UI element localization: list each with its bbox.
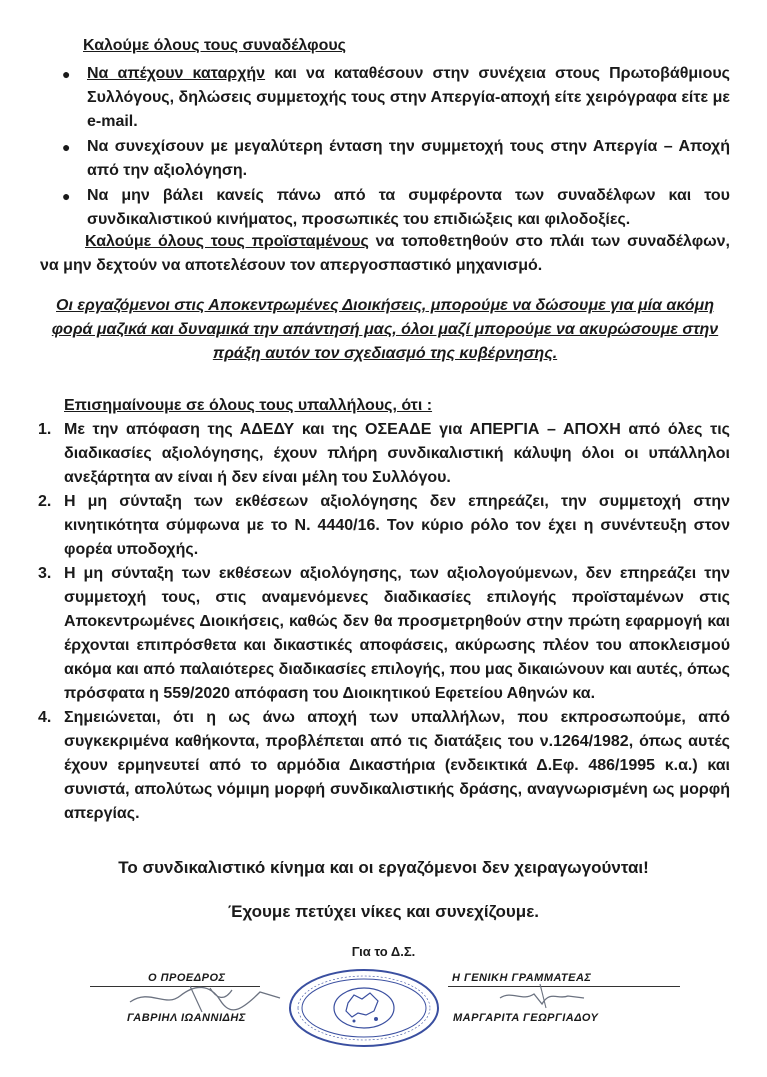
secretary-signature [492,980,592,1012]
list-item [34,706,730,826]
intro-heading: Καλούμε όλους τους συναδέλφους [83,37,346,54]
bullet-icon: ● [62,139,71,155]
list-item [58,62,730,134]
notice-heading: Επισημαίνουμε σε όλους τους υπαλλήλους, ότι : [64,397,433,414]
list-item [34,562,730,706]
for-board-label: Για το Δ.Σ. [351,944,416,959]
closing-victory-line: Έχουμε πετύχει νίκες και συνεχίζουμε. [227,902,539,921]
president-title: Ο ΠΡΟΕΔΡΟΣ [148,972,226,984]
bullet-icon: ● [62,66,71,82]
bullet-lead: Να απέχουν καταρχήν [87,65,266,82]
bullet-text: Να συνεχίσουν με μεγαλύτερη ένταση την συμμετοχή τους στην Απεργία – Αποχή από την αξιολόγηση. [87,138,730,179]
list-item [58,184,730,232]
secretary-title: Η ΓΕΝΙΚΗ ΓΡΑΜΜΑΤΕΑΣ [452,972,592,984]
supervisors-paragraph [40,230,730,278]
item-number: 1. [38,421,52,438]
paragraph-lead: Καλούμε όλους τους προϊσταμένους [85,233,369,250]
bullet-text: Να μην βάλει κανείς πάνω από τα συμφέροντα των συναδέλφων και του συνδικαλιστικού κινήματος, προσωπικές του επιδιώξεις και φιλοδοξίες. [87,187,730,228]
callout-paragraph [40,294,730,366]
president-name: ΓΑΒΡΙΗΛ ΙΩΑΝΝΙΔΗΣ [127,1012,246,1024]
item-number: 2. [38,493,52,510]
item-text: Με την απόφαση της ΑΔΕΔΥ και της ΟΣΕΑΔΕ για ΑΠΕΡΓΙΑ – ΑΠΟΧΗ από όλες τις διαδικασίες αξιολόγησης, έχουν πλήρη συνδικαλιστική κάλυψη όλοι οι υπάλληλοι ανεξάρτητα αν είναι ή δεν είναι μέλη του Συλλόγου. [64,421,730,486]
list-item [58,135,730,183]
closing-slogan: Το συνδικαλιστικό κίνημα και οι εργαζόμενοι δεν χειραγωγούνται! [118,858,649,877]
item-text: Η μη σύνταξη των εκθέσεων αξιολόγησης, των αξιολογούμενων, δεν επηρεάζει την συμμετοχή τους, στις αναμενόμενες διαδικασίες επιλογής προϊσταμένων στις Αποκεντρωμένες Διοικήσεις, καθώς δεν θα προσμετρηθούν στην πρώτη εφαρμογή και έρχονται επιπρόσθετα και δικαστικές αποφάσεις, ακύρωσης πλέον του αποκλεισμού ακόμα και από παλαιότερες διαδικασίες επιλογής, που μας δικαιώνουν και αυτές, όπως πρόσφατα η 559/2020 απόφαση του Διοικητικού Εφετείου Αθηνών κα. [64,565,730,702]
callout-text: Οι εργαζόμενοι στις Αποκεντρωμένες Διοικήσεις, μπορούμε να δώσουμε για μία ακόμη φορά μαζικά και δυναμικά την απάντησή μας, όλοι μαζί μπορούμε να ακυρώσουμε στην πράξη αυτόν τον σχεδιασμό της κυβέρνησης. [51,297,719,362]
item-number: 4. [38,709,52,726]
bullet-icon: ● [62,188,71,204]
union-seal-stamp [284,965,444,1050]
item-text: Η μη σύνταξη των εκθέσεων αξιολόγησης δεν επηρεάζει, την συμμετοχή στην κινητικότητα σύμφωνα με το Ν. 4440/16. Τον κύριο ρόλο τον έχει η συνέντευξη στον φορέα υποδοχής. [64,493,730,558]
notice-numbered-list [34,418,730,826]
paragraph-text: να τοποθετηθούν στο πλάι των συναδέλφων, να μην δεχτούν να αποτελέσουν τον απεργοσπαστικό μηχανισμό. [40,233,731,274]
list-item [34,418,730,490]
bullet-text: και να καταθέσουν στην συνέχεια στους Πρωτοβάθμιους Συλλόγους, δηλώσεις συμμετοχής τους στην Απεργία-αποχή είτε χειρόγραφα είτε με e-mail. [87,65,730,130]
secretary-name: ΜΑΡΓΑΡΙΤΑ ΓΕΩΡΓΙΑΔΟΥ [453,1012,599,1024]
list-item [34,490,730,562]
item-number: 3. [38,565,52,582]
intro-bullet-list [58,62,730,233]
item-text: Σημειώνεται, ότι η ως άνω αποχή των υπαλλήλων, που εκπροσωπούμε, από συγκεκριμένα καθήκοντα, προβλέπεται από τις διατάξεις του ν.1264/1982, όπως αυτές έχουν ερμηνευτεί από το αρμόδια Δικαστήρια (ενδεικτικά Δ.Εφ. 486/1995 κ.α.) και συνιστά, απολύτως νόμιμη μορφή συνδικαλιστικής δράσης, αναγνωρισμένη ως μορφή απεργίας. [64,709,730,822]
